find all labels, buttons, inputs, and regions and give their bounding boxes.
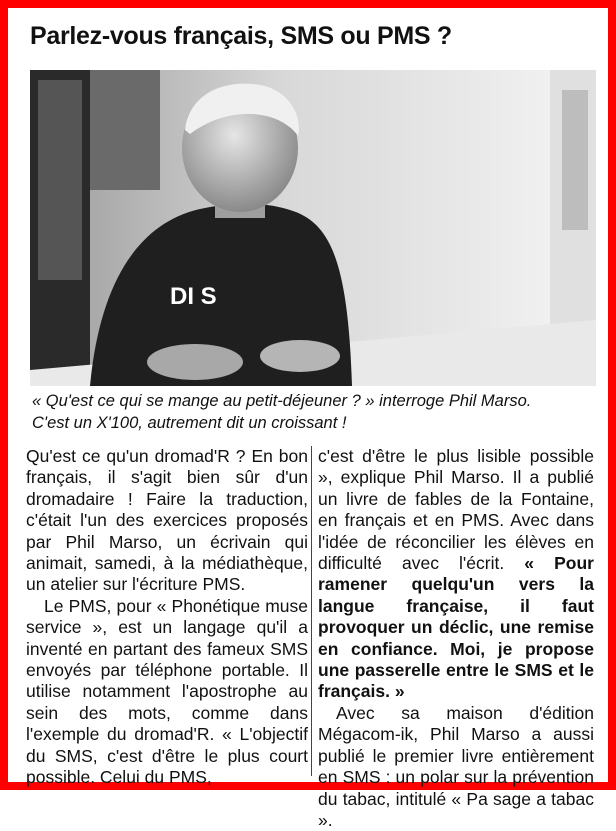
- paragraph: Avec sa maison d'édition Mégacom-ik, Phil Marso a aussi publié le premier livre entièrement en SMS : un polar sur la prévention du tabac, intitulé « Pa sage a tabac ».: [318, 702, 594, 830]
- photo-caption: [32, 390, 602, 434]
- article-photo: [30, 70, 596, 386]
- paragraph-text: c'est d'être le plus lisible possible », explique Phil Marso. Il a publié un livre de fables de la Fontaine, en français et en PMS. Avec dans l'idée de réconcilier les élèves en difficulté avec l'écrit.: [318, 446, 594, 574]
- quote-bold: « Pour ramener quelqu'un vers la langue française, il faut provoquer un déclic, une remise en confiance. Moi, je propose une passerelle entre le SMS et le français. »: [318, 553, 594, 702]
- article-column-left: [26, 446, 308, 789]
- paragraph: [318, 446, 594, 703]
- article-title: Parlez-vous français, SMS ou PMS ?: [30, 22, 452, 50]
- paragraph: Qu'est ce qu'un dromad'R ? En bon français, il s'agit bien sûr d'un dromadaire ! Faire la traduction, c'était l'un des exercices proposés par Phil Marso, un écrivain qui animait, samedi, à la médiathèque, un atelier sur l'écriture PMS.: [26, 446, 308, 595]
- column-divider: [311, 446, 312, 776]
- caption-line-1: « Qu'est ce qui se mange au petit-déjeuner ? » interroge Phil Marso.: [32, 392, 532, 410]
- shirt-logo: DI S: [170, 283, 217, 310]
- article-column-right: [318, 446, 594, 831]
- caption-line-2: C'est un X'100, autrement dit un croissant !: [32, 414, 347, 432]
- paragraph: Le PMS, pour « Phonétique muse service », est un langage qu'il a inventé en partant des fameux SMS envoyés par téléphone portable. Il utilise notamment l'apostrophe au sein des mots, comme dans l'exemple du dromad'R. « L'objectif du SMS, c'est d'être le plus court possible. Celui du PMS,: [26, 595, 308, 788]
